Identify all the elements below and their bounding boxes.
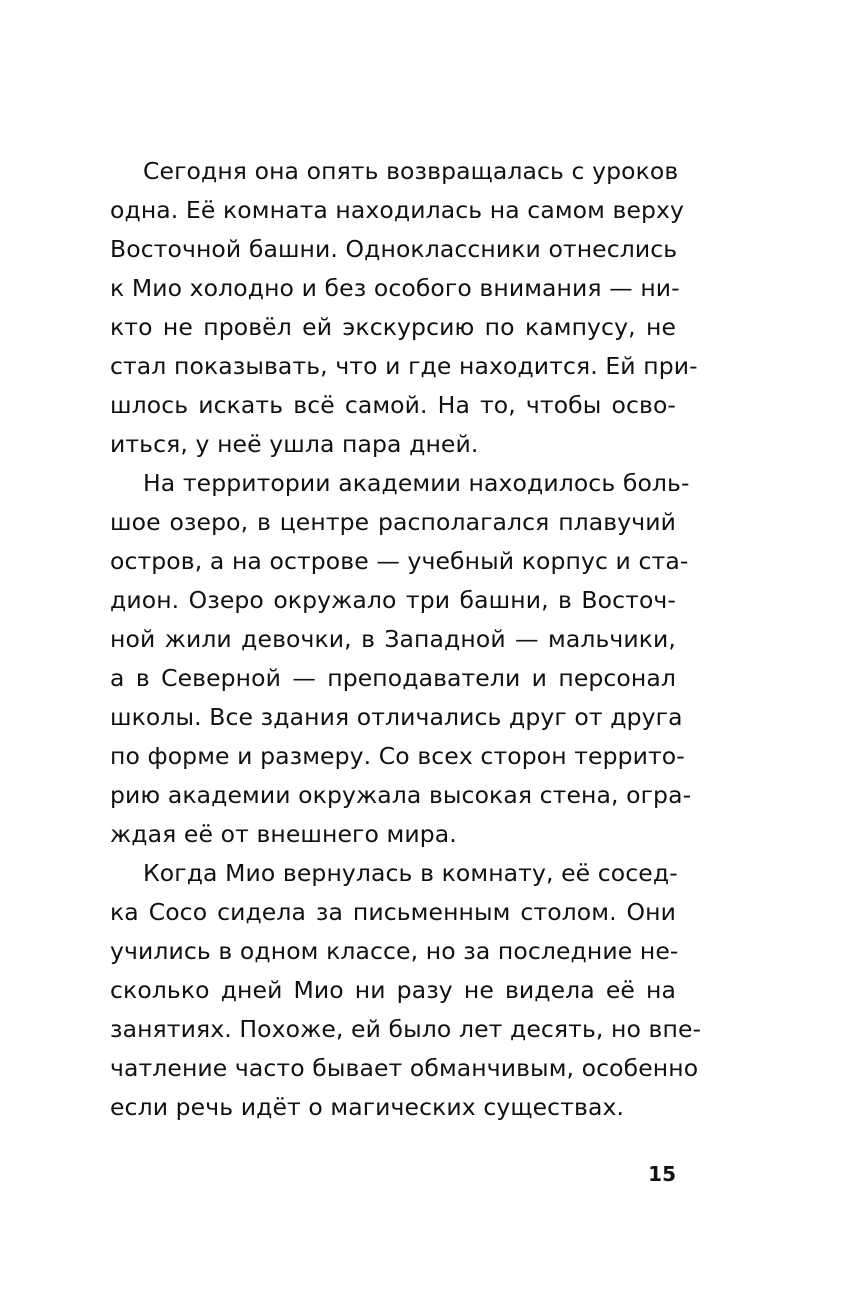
text-line: занятиях. Похоже, ей было лет десять, но впе- <box>110 1015 702 1043</box>
text-line: Сегодня она опять возвращалась с уроков <box>143 157 679 185</box>
text-line: На территории академии находилось боль- <box>143 469 690 497</box>
text-line: шлось искать всё самой. На то, чтобы осво- <box>110 391 676 419</box>
body-text <box>110 152 702 1127</box>
text-line: кто не провёл ей экскурсию по кампусу, не <box>110 313 676 341</box>
page-number: 15 <box>648 1162 676 1186</box>
text-line: ной жили девочки, в Западной — мальчики, <box>110 625 676 653</box>
paragraph-3 <box>110 854 702 1127</box>
text-line: Восточной башни. Одноклассники отнеслись <box>110 235 678 263</box>
text-line: одна. Её комната находилась на самом верху <box>110 196 685 224</box>
text-line: ка Сосо сидела за письменным столом. Они <box>110 898 676 926</box>
text-line: рию академии окружала высокая стена, огра- <box>110 781 692 809</box>
text-line: стал показывать, что и где находится. Ей при- <box>110 352 698 380</box>
text-line: по форме и размеру. Со всех сторон террито- <box>110 742 685 770</box>
text-line: школы. Все здания отличались друг от друга <box>110 703 683 731</box>
text-line: иться, у неё ушла пара дней. <box>110 430 479 458</box>
text-line: сколько дней Мио ни разу не видела её на <box>110 976 676 1004</box>
text-line: если речь идёт о магических существах. <box>110 1093 625 1121</box>
text-line: остров, а на острове — учебный корпус и ста- <box>110 547 689 575</box>
text-line: к Мио холодно и без особого внимания — ни- <box>110 274 680 302</box>
text-line: Когда Мио вернулась в комнату, её сосед- <box>143 859 678 887</box>
paragraph-1 <box>110 152 698 464</box>
text-line: дион. Озеро окружало три башни, в Восточ- <box>110 586 676 614</box>
text-line: шое озеро, в центре располагался плавучий <box>110 508 676 536</box>
text-line: чатление часто бывает обманчивым, особенно <box>110 1054 699 1082</box>
paragraph-2 <box>110 464 692 854</box>
text-line: учились в одном классе, но за последние не- <box>110 937 679 965</box>
text-line: а в Северной — преподаватели и персонал <box>110 664 676 692</box>
text-line: ждая её от внешнего мира. <box>110 820 457 848</box>
